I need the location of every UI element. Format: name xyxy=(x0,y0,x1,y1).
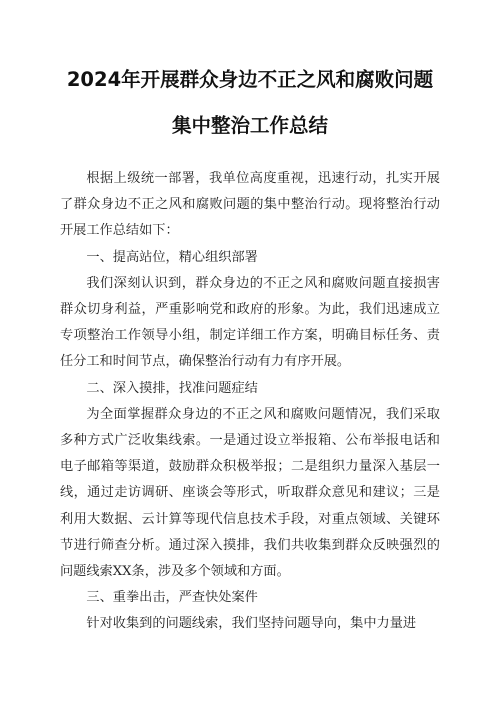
section-heading-1: 一、提高站位，精心组织部署 xyxy=(86,249,258,265)
section-heading-3: 三、重拳出击，严查快处案件 xyxy=(86,590,258,606)
document-title-line-1: 2024年开展群众身边不正之风和腐败问题 xyxy=(66,68,434,91)
section-3-paragraph: 针对收集到的问题线索，我们坚持问题导向，集中力量进 xyxy=(86,616,417,632)
section-heading-2: 二、深入摸排，找准问题症结 xyxy=(86,380,258,396)
document-title-line-2: 集中整治工作总结 xyxy=(171,114,328,137)
section-1-paragraph: 我们深刻认识到，群众身边的不正之风和腐败问题直接损害群众切身利益，严重影响党和政府的形象。为此，我们迅速成立专项整治工作领导小组，制定详细工作方案，明确目标任务、责任分工和时间节点，确保整治行动有力有序开展。 xyxy=(60,275,440,370)
intro-paragraph: 根据上级统一部署，我单位高度重视，迅速行动，扎实开展了群众身边不正之风和腐败问题的集中整治行动。现将整治行动开展工作总结如下： xyxy=(60,171,440,239)
document-body xyxy=(60,166,440,638)
section-2-paragraph: 为全面掌握群众身边的不正之风和腐败问题情况，我们采取多种方式广泛收集线索。一是通过设立举报箱、公布举报电话和电子邮箱等渠道，鼓励群众积极举报；二是组织力量深入基层一线，通过走访调研、座谈会等形式，听取群众意见和建议；三是利用大数据、云计算等现代信息技术手段，对重点领域、关键环节进行筛查分析。通过深入摸排，我们共收集到群众反映强烈的问题线索XX条，涉及多个领域和方面。 xyxy=(60,406,440,580)
